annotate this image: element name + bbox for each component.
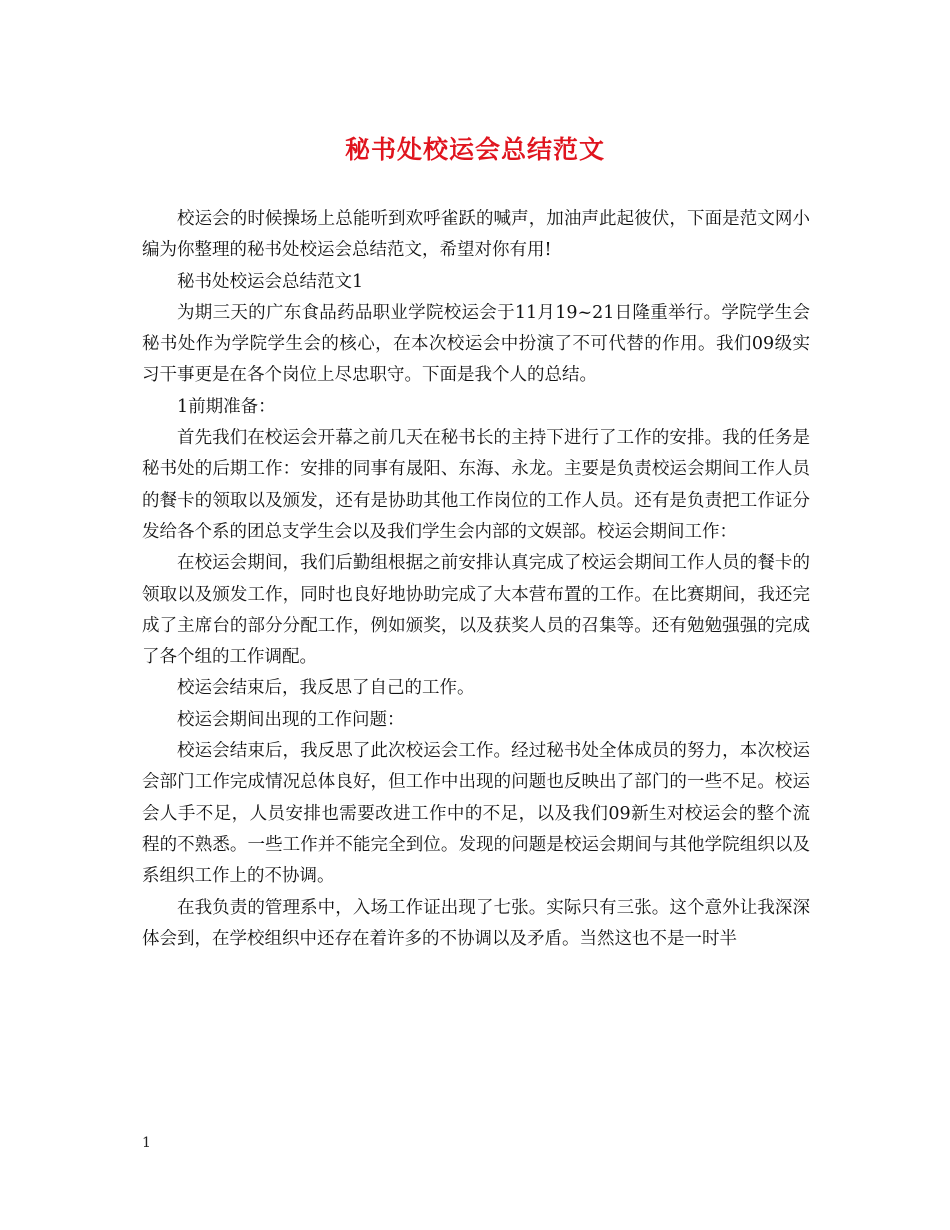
paragraph: 校运会期间出现的工作问题： xyxy=(177,709,405,730)
paragraph: 为期三天的广东食品药品职业学院校运会于11月19~21日隆重举行。学院学生会秘书处作为学院学生会的核心，在本次校运会中扮演了不可代替的作用。我们09级实习干事更是在各个岗位上尽忠职守。下面是我个人的总结。 xyxy=(142,302,810,386)
document-body xyxy=(142,204,810,955)
paragraph: 首先我们在校运会开幕之前几天在秘书长的主持下进行了工作的安排。我的任务是秘书处的后期工作：安排的同事有晟阳、东海、永龙。主要是负责校运会期间工作人员的餐卡的领取以及颁发，还有是协助其他工作岗位的工作人员。还有是负责把工作证分发给各个系的团总支学生会以及我们学生会内部的文娱部。校运会期间工作： xyxy=(142,428,810,542)
section-heading: 1前期准备： xyxy=(177,396,276,417)
paragraph: 校运会结束后，我反思了此次校运会工作。经过秘书处全体成员的努力，本次校运会部门工作完成情况总体良好，但工作中出现的问题也反映出了部门的一些不足。校运会人手不足，人员安排也需要改进工作中的不足，以及我们09新生对校运会的整个流程的不熟悉。一些工作并不能完全到位。发现的问题是校运会期间与其他学院组织以及系组织工作上的不协调。 xyxy=(142,741,810,887)
paragraph: 在校运会期间，我们后勤组根据之前安排认真完成了校运会期间工作人员的餐卡的领取以及颁发工作，同时也良好地协助完成了大本营布置的工作。在比赛期间，我还完成了主席台的部分分配工作，例如颁奖，以及获奖人员的召集等。还有勉勉强强的完成了各个组的工作调配。 xyxy=(142,553,810,668)
document-title: 秘书处校运会总结范文 xyxy=(344,135,605,164)
paragraph-intro: 校运会的时候操场上总能听到欢呼雀跃的喊声，加油声此起彼伏，下面是范文网小编为你整理的秘书处校运会总结范文，希望对你有用! xyxy=(142,209,810,261)
paragraph: 校运会结束后，我反思了自己的工作。 xyxy=(177,678,475,699)
section-heading: 秘书处校运会总结范文1 xyxy=(177,271,364,292)
paragraph: 在我负责的管理系中，入场工作证出现了七张。实际只有三张。这个意外让我深深体会到，在学校组织中还存在着许多的不协调以及矛盾。当然这也不是一时半 xyxy=(142,897,810,949)
page-number: 1 xyxy=(142,1135,151,1151)
